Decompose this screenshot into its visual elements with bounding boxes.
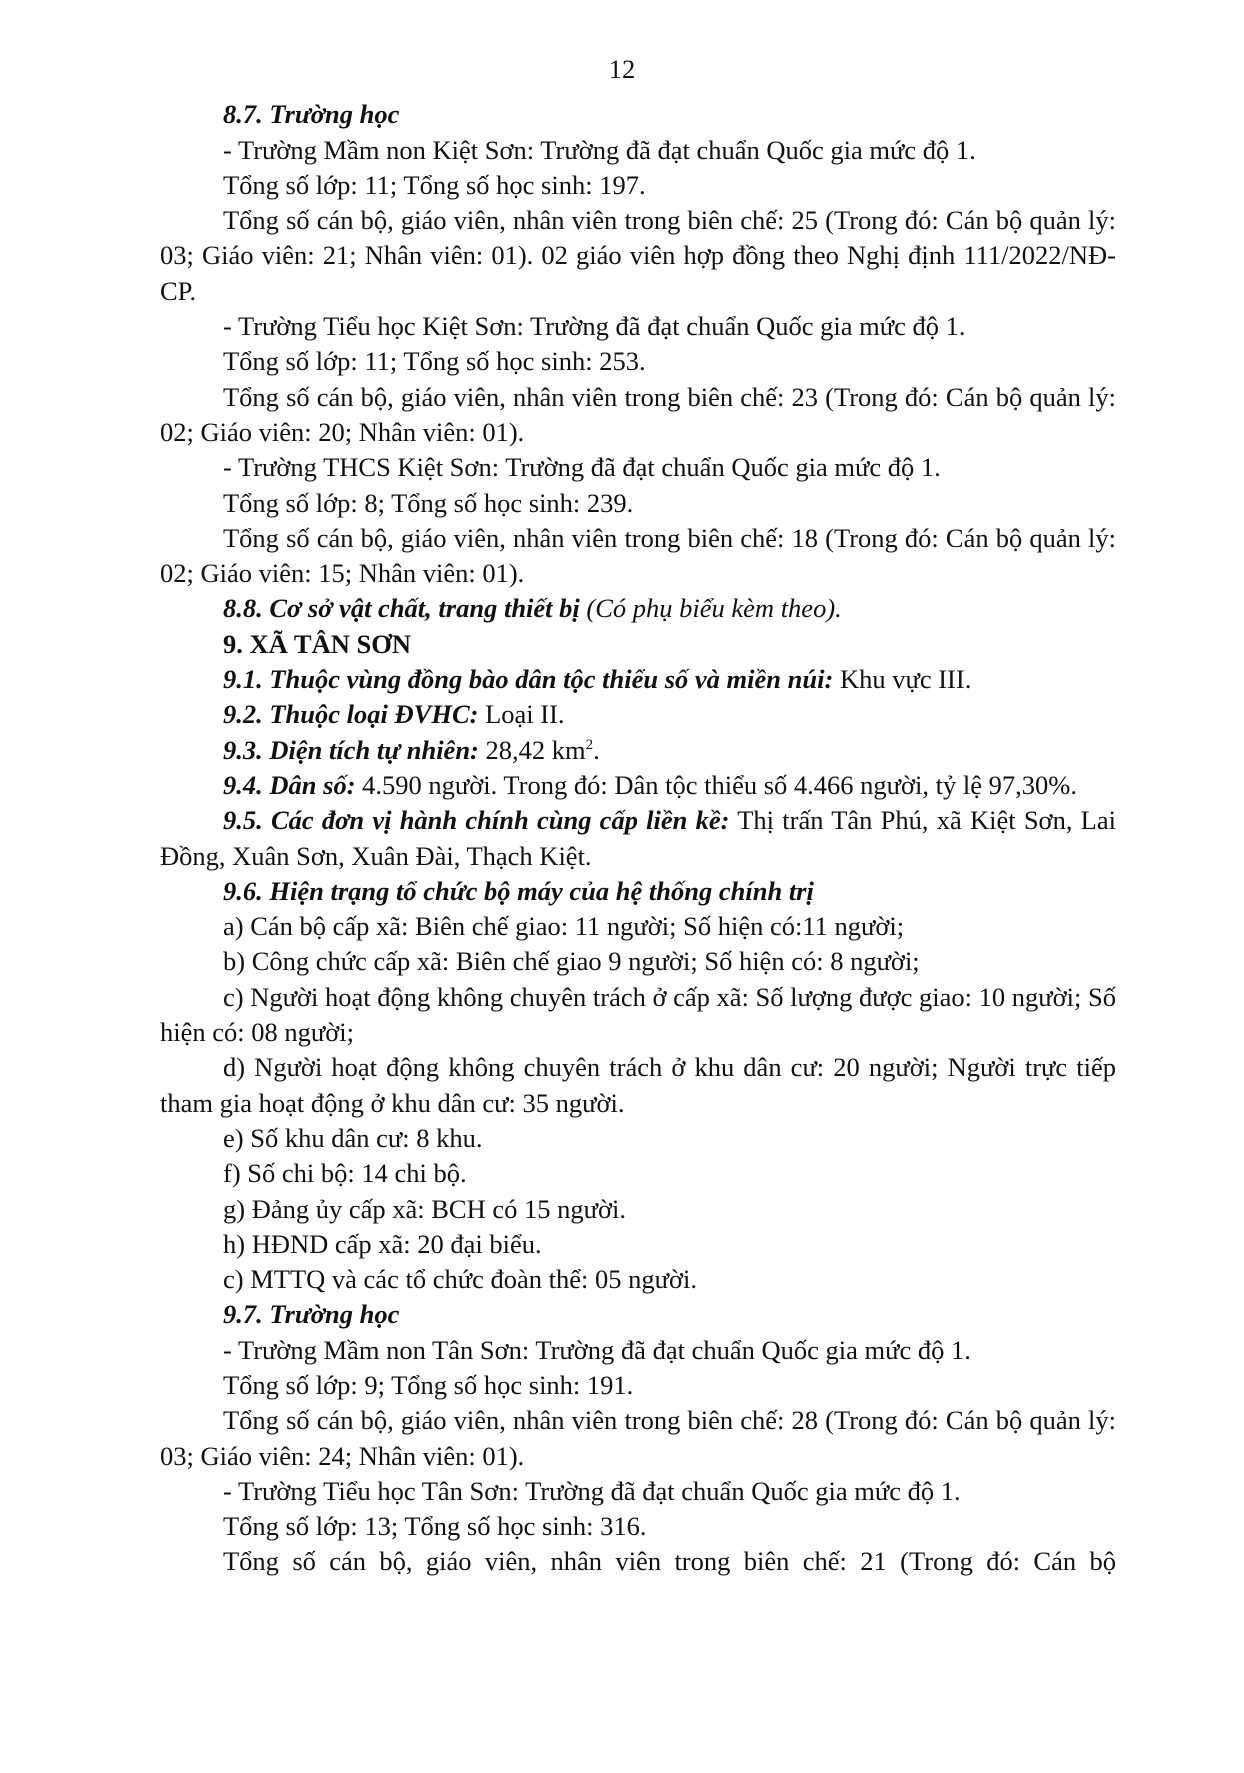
- section-9-6-d: d) Người hoạt động không chuyên trách ở khu dân cư: 20 người; Người trực tiếp tham gia hoạt động ở khu dân cư: 35 người.: [160, 1052, 1116, 1118]
- section-8-7-heading: 8.7. Trường học: [223, 99, 400, 130]
- kietson-primary-staff: Tổng số cán bộ, giáo viên, nhân viên trong biên chế: 23 (Trong đó: Cán bộ quản lý: 02; Giáo viên: 20; Nhân viên: 01).: [160, 381, 1116, 447]
- section-8-8-heading: 8.8. Cơ sở vật chất, trang thiết bị: [223, 593, 580, 624]
- section-9-heading: 9. XÃ TÂN SƠN: [223, 628, 411, 659]
- section-9-3: [160, 733, 1116, 768]
- section-9-5-value: Thị trấn Tân Phú, xã Kiệt Sơn, Lai Đồng, Xuân Sơn, Xuân Đài, Thạch Kiệt.: [160, 805, 1116, 871]
- section-9-6-heading: 9.6. Hiện trạng tổ chức bộ máy của hệ thống chính trị: [223, 875, 814, 906]
- page-number: 12: [608, 54, 636, 84]
- section-9-6-g: g) Đảng ủy cấp xã: BCH có 15 người.: [223, 1193, 626, 1224]
- kietson-secondary-staff: Tổng số cán bộ, giáo viên, nhân viên trong biên chế: 18 (Trong đó: Cán bộ quản lý: 02; Giáo viên: 15; Nhân viên: 01).: [160, 522, 1116, 589]
- section-9-6-f: f) Số chi bộ: 14 chi bộ.: [223, 1158, 467, 1189]
- kietson-primary-classes: Tổng số lớp: 11; Tổng số học sinh: 253.: [223, 346, 646, 377]
- section-9-3-label: 9.3. Diện tích tự nhiên:: [223, 734, 479, 765]
- tanson-primary: - Trường Tiểu học Tân Sơn: Trường đã đạt chuẩn Quốc gia mức độ 1.: [223, 1475, 961, 1506]
- section-9-3-end: .: [593, 734, 600, 765]
- kietson-primary: - Trường Tiểu học Kiệt Sơn: Trường đã đạt chuẩn Quốc gia mức độ 1.: [223, 311, 966, 342]
- section-9-5: [160, 803, 1116, 874]
- section-9-6-c: c) Người hoạt động không chuyên trách ở cấp xã: Số lượng được giao: 10 người; Số hiện có: 08 người;: [160, 981, 1116, 1048]
- section-9-4-label: 9.4. Dân số:: [223, 769, 356, 800]
- kietson-preschool: - Trường Mầm non Kiệt Sơn: Trường đã đạt chuẩn Quốc gia mức độ 1.: [223, 134, 976, 165]
- tanson-primary-staff: Tổng số cán bộ, giáo viên, nhân viên trong biên chế: 21 (Trong đó: Cán bộ: [223, 1546, 1116, 1577]
- section-9-2-label: 9.2. Thuộc loại ĐVHC:: [223, 699, 479, 730]
- section-9-6-e: e) Số khu dân cư: 8 khu.: [223, 1122, 483, 1153]
- section-9-7-heading: 9.7. Trường học: [223, 1299, 400, 1330]
- section-8-8: [160, 591, 1116, 626]
- tanson-primary-classes: Tổng số lớp: 13; Tổng số học sinh: 316.: [223, 1511, 647, 1542]
- section-9-6-a: a) Cán bộ cấp xã: Biên chế giao: 11 người; Số hiện có:11 người;: [223, 911, 905, 942]
- kietson-secondary-classes: Tổng số lớp: 8; Tổng số học sinh: 239.: [223, 487, 634, 518]
- section-9-6-h: h) HĐND cấp xã: 20 đại biểu.: [223, 1228, 542, 1259]
- section-9-4-value: 4.590 người. Trong đó: Dân tộc thiểu số 4.466 người, tỷ lệ 97,30%.: [355, 769, 1077, 800]
- section-9-5-label: 9.5. Các đơn vị hành chính cùng cấp liền kề:: [223, 805, 730, 836]
- tanson-preschool: - Trường Mầm non Tân Sơn: Trường đã đạt chuẩn Quốc gia mức độ 1.: [223, 1334, 971, 1365]
- section-9-3-superscript: 2: [585, 736, 594, 753]
- section-8-8-note: (Có phụ biểu kèm theo).: [579, 593, 842, 624]
- section-9-6-b: b) Công chức cấp xã: Biên chế giao 9 người; Số hiện có: 8 người;: [223, 946, 920, 977]
- section-9-2: [160, 697, 1116, 732]
- section-9-2-value: Loại II.: [478, 699, 565, 730]
- kietson-preschool-staff: Tổng số cán bộ, giáo viên, nhân viên trong biên chế: 25 (Trong đó: Cán bộ quản lý: 03; Giáo viên: 21; Nhân viên: 01). 02 giáo viên hợp đồng theo Nghị định 111/2022/NĐ-CP.: [160, 205, 1116, 306]
- section-9-4: [160, 768, 1116, 803]
- kietson-preschool-classes: Tổng số lớp: 11; Tổng số học sinh: 197.: [223, 169, 646, 200]
- tanson-preschool-classes: Tổng số lớp: 9; Tổng số học sinh: 191.: [223, 1369, 634, 1400]
- kietson-secondary: - Trường THCS Kiệt Sơn: Trường đã đạt chuẩn Quốc gia mức độ 1.: [223, 452, 941, 483]
- tanson-preschool-staff: Tổng số cán bộ, giáo viên, nhân viên trong biên chế: 28 (Trong đó: Cán bộ quản lý: 03; Giáo viên: 24; Nhân viên: 01).: [160, 1405, 1116, 1471]
- section-9-1-label: 9.1. Thuộc vùng đồng bào dân tộc thiểu số và miền núi:: [223, 664, 834, 695]
- section-9-3-value: 28,42 km: [478, 734, 586, 765]
- section-9-1: [160, 662, 1116, 697]
- section-9-1-value: Khu vực III.: [833, 664, 972, 695]
- section-9-6-c2: c) MTTQ và các tổ chức đoàn thể: 05 người.: [223, 1264, 697, 1295]
